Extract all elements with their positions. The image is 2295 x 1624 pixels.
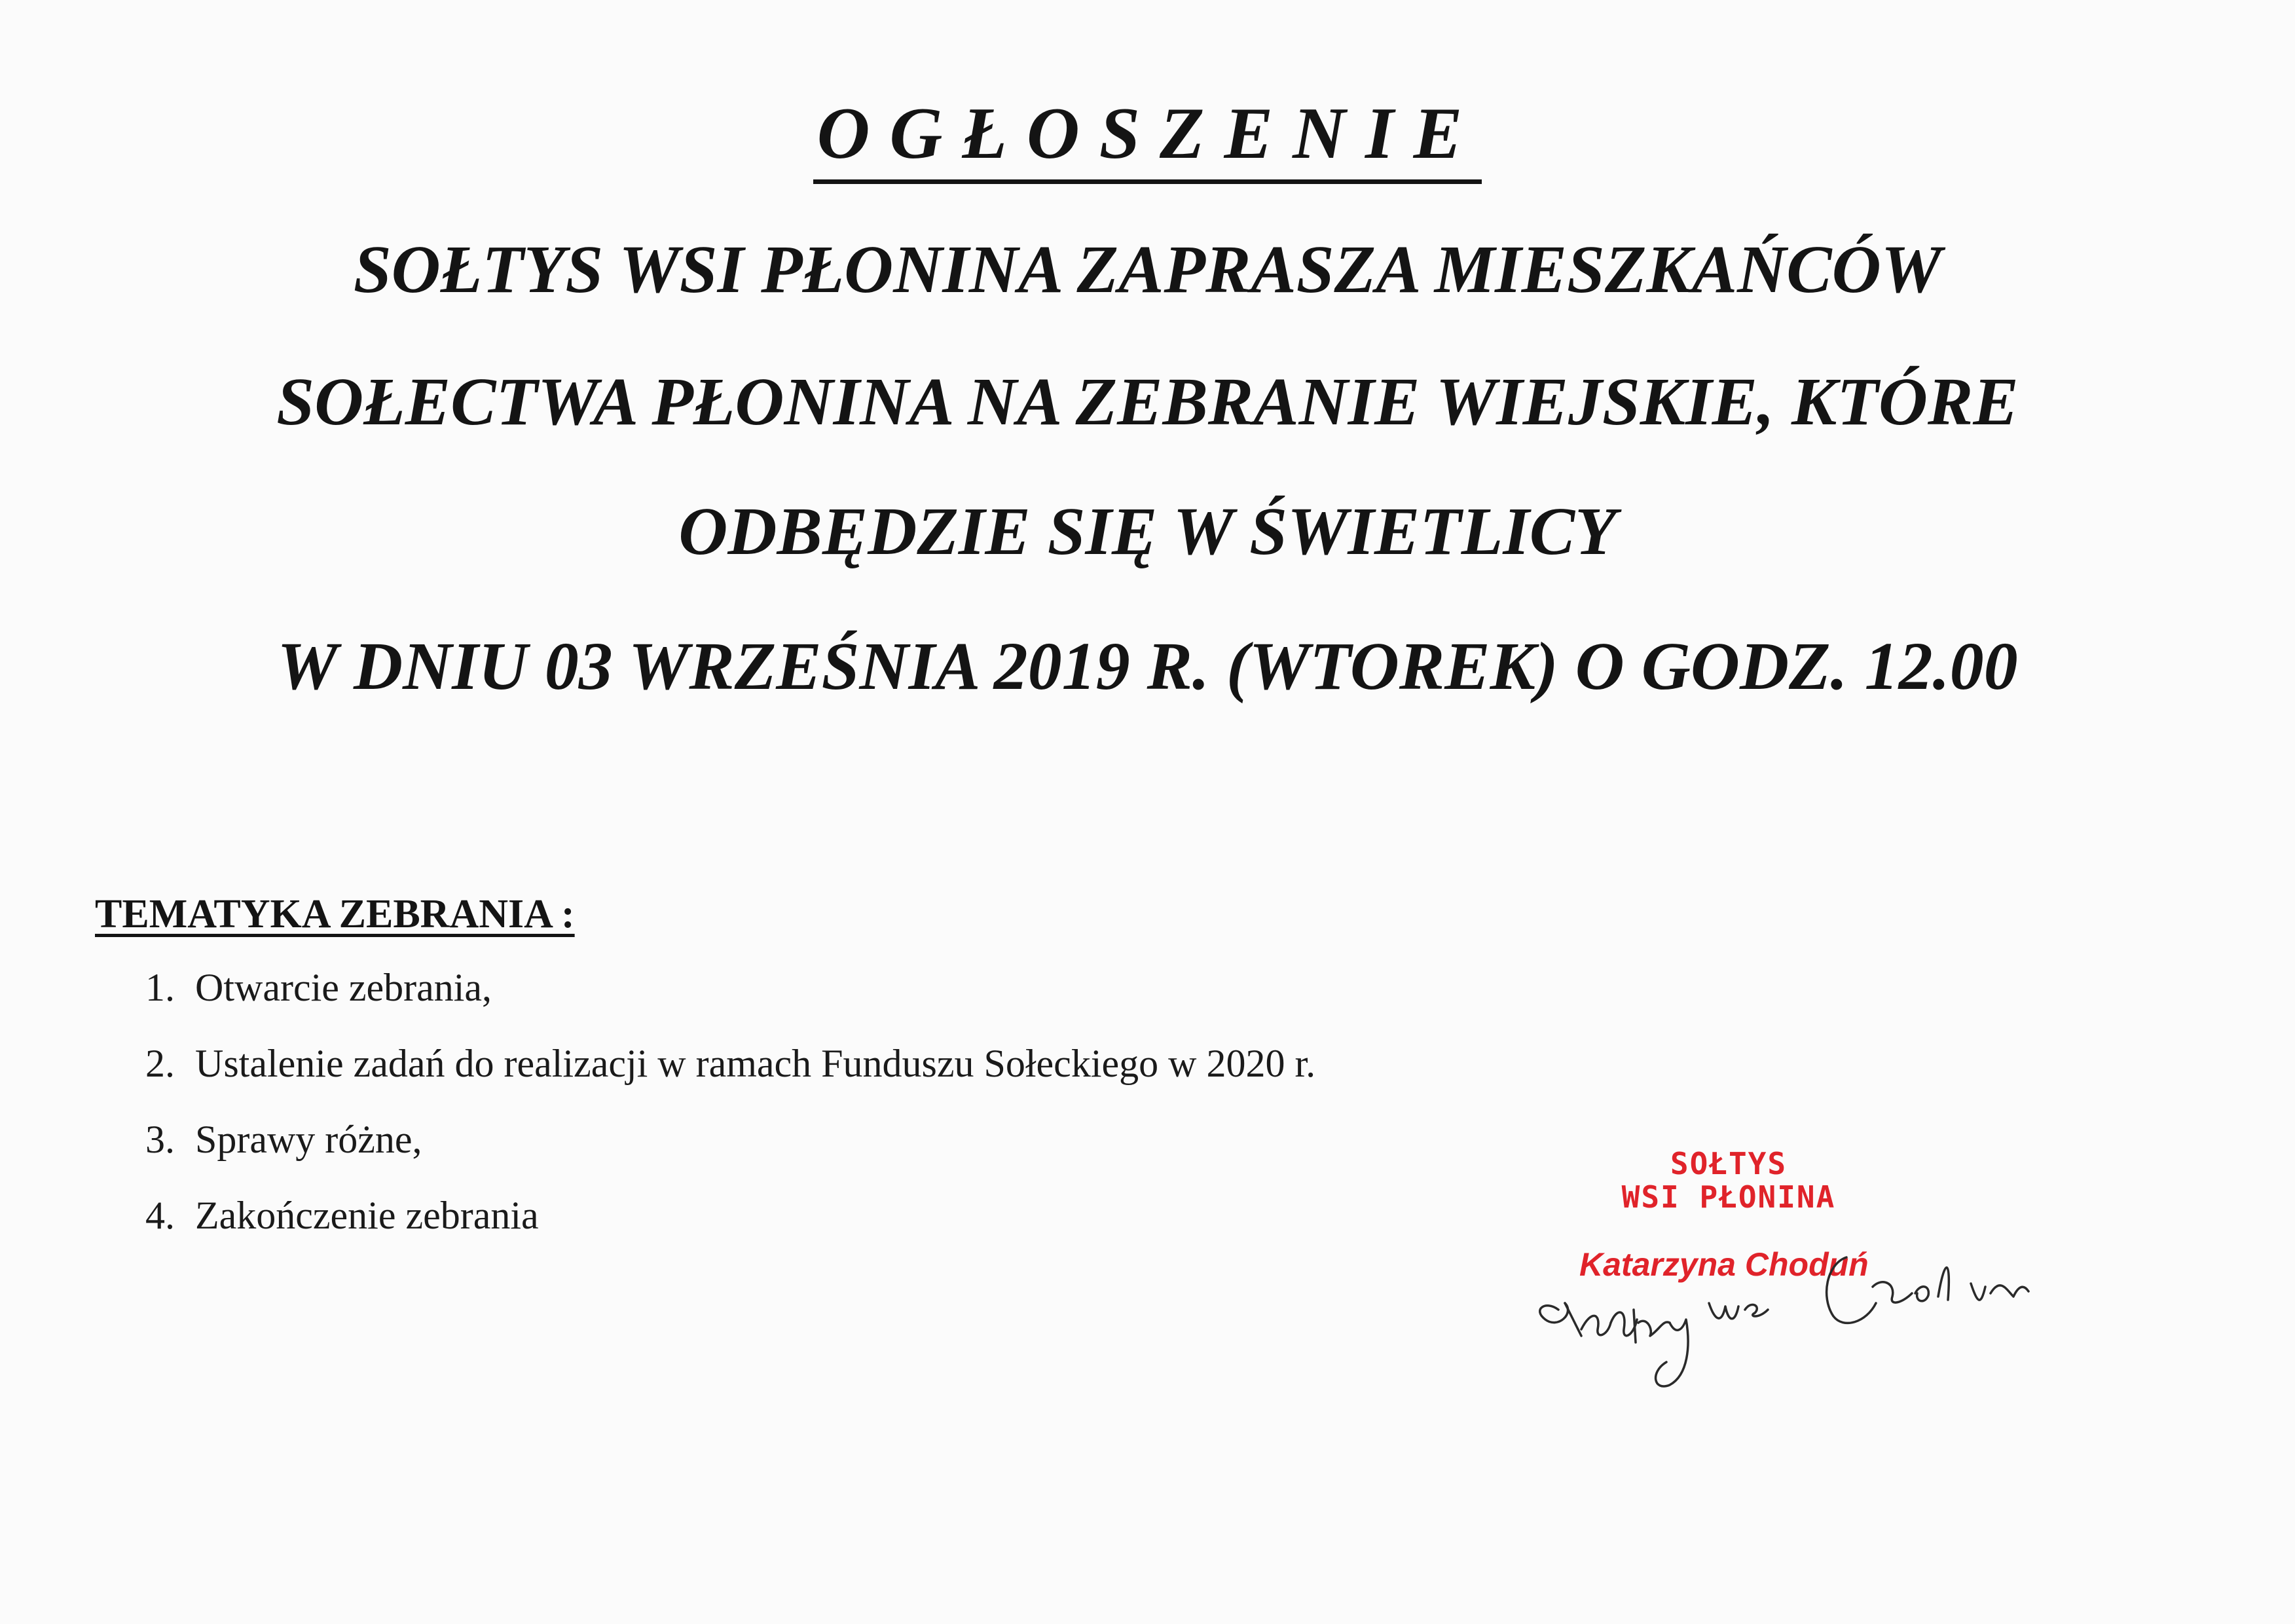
agenda-item-number: 1. <box>145 966 175 1009</box>
handwritten-signature <box>1519 1231 2056 1395</box>
agenda-item <box>145 1044 1315 1120</box>
notice-line-4: W DNIU 03 WRZEŚNIA 2019 R. (WTOREK) O GODZ. 12.00 <box>277 629 2018 704</box>
agenda-item <box>145 968 1315 1044</box>
stamp-name: Katarzyna Choduń <box>1579 1246 1869 1283</box>
agenda-item-number: 2. <box>145 1042 175 1085</box>
stamp-line-1: SOŁTYS <box>1670 1146 1788 1181</box>
agenda-item-text: Sprawy różne, <box>195 1118 422 1161</box>
notice-line-3: ODBĘDZIE SIĘ W ŚWIETLICY <box>678 494 1617 569</box>
notice-line-2: SOŁECTWA PŁONINA NA ZEBRANIE WIEJSKIE, KTÓRE <box>276 364 2019 439</box>
notice-line-1: SOŁTYS WSI PŁONINA ZAPRASZA MIESZKAŃCÓW <box>353 232 1942 307</box>
agenda-item-number: 3. <box>145 1118 175 1161</box>
agenda-item <box>145 1196 1315 1272</box>
agenda-item-text: Zakończenie zebrania <box>195 1194 539 1237</box>
agenda-item-number: 4. <box>145 1194 175 1237</box>
agenda-item-text: Otwarcie zebrania, <box>195 966 492 1009</box>
stamp-line-2: WSI PŁONINA <box>1621 1179 1836 1215</box>
official-stamp <box>1591 1147 1866 1213</box>
agenda-heading: TEMATYKA ZEBRANIA : <box>95 892 575 936</box>
agenda-item-text: Ustalenie zadań do realizacji w ramach Funduszu Sołeckiego w 2020 r. <box>195 1042 1316 1085</box>
notice-title <box>0 93 2295 174</box>
agenda-item <box>145 1120 1315 1196</box>
notice-title-text: OGŁOSZENIE <box>813 93 1482 184</box>
agenda-list <box>145 968 1315 1272</box>
